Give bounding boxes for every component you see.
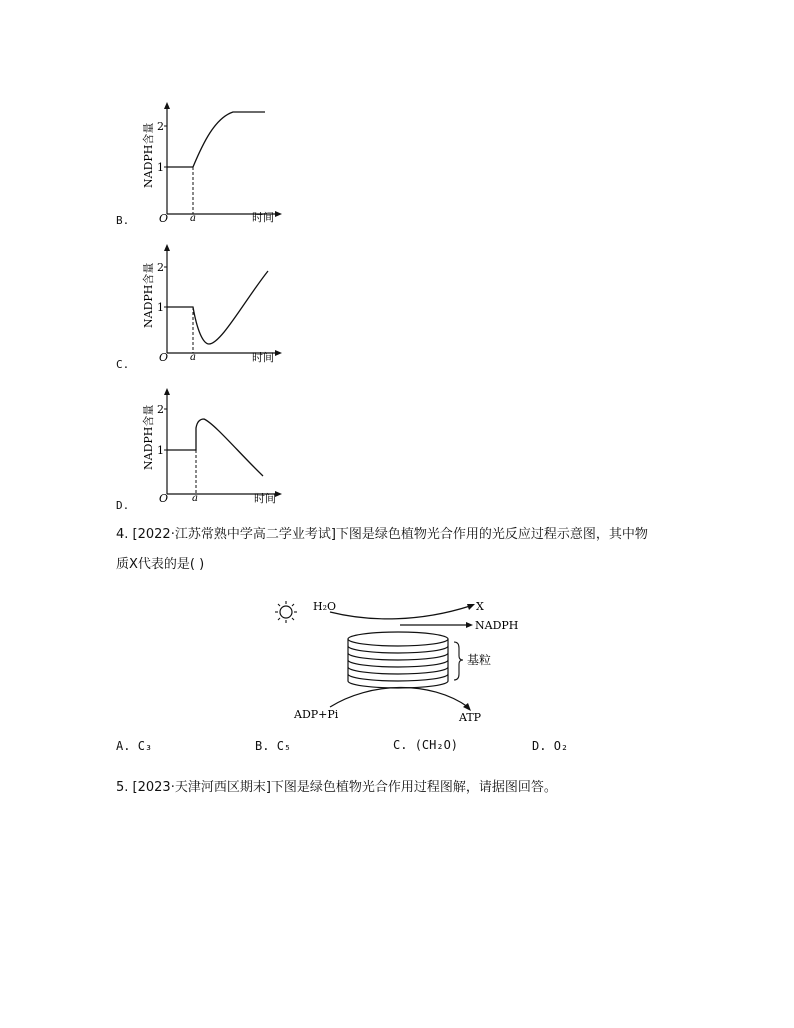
tick-label-2: 2 <box>157 261 164 274</box>
graph-c <box>135 240 295 370</box>
marker-a: a <box>190 213 196 224</box>
choice-c-label: C. <box>393 738 408 752</box>
adp-label: ADP+Pi <box>294 708 339 721</box>
choice-d-value: O₂ <box>553 739 569 753</box>
water-label: H₂O <box>313 600 337 613</box>
question-5-text: 5. [2023·天津河西区期末]下图是绿色植物光合作用过程图解，请据图回答。 <box>116 780 557 795</box>
grana-label: 基粒 <box>467 653 492 667</box>
water-arrowhead <box>467 604 475 610</box>
option-label-b: B. <box>116 214 130 227</box>
option-label-c: C. <box>116 358 130 371</box>
choice-b-value: C₅ <box>276 739 292 753</box>
tick-label-1: 1 <box>157 444 164 457</box>
y-axis-arrow <box>164 244 170 251</box>
origin-label: O <box>159 492 169 505</box>
x-label: X <box>476 600 484 613</box>
choice-b-label: B. <box>255 739 270 753</box>
x-axis-label: 时间 <box>252 211 274 224</box>
x-axis-label: 时间 <box>252 351 274 364</box>
nadph-label: NADPH <box>475 619 519 632</box>
tick-label-1: 1 <box>157 161 164 174</box>
sun-icon <box>275 601 297 623</box>
choice-a-label: A. <box>116 739 131 753</box>
origin-label: O <box>159 212 169 225</box>
choice-c-value: (CH₂O) <box>414 738 459 752</box>
choice-a[interactable] <box>116 739 152 753</box>
tick-label-2: 2 <box>157 403 164 416</box>
graph-d <box>135 384 295 514</box>
graph-b <box>135 98 295 228</box>
choice-d-label: D. <box>532 739 547 753</box>
y-axis-label: NADPH含量 <box>142 404 155 470</box>
light-reaction-diagram <box>270 592 530 727</box>
choice-c[interactable] <box>393 738 458 752</box>
tick-label-2: 2 <box>157 120 164 133</box>
atp-arrow <box>330 687 468 707</box>
choice-d[interactable] <box>532 739 568 753</box>
x-axis-label: 时间 <box>254 492 276 505</box>
nadph-curve <box>167 112 265 167</box>
nadph-arrowhead <box>466 622 473 628</box>
nadph-curve <box>167 271 268 344</box>
origin-label: O <box>159 351 169 364</box>
x-axis-arrow <box>275 211 282 217</box>
y-axis-label: NADPH含量 <box>142 262 155 328</box>
option-label-d: D. <box>116 499 130 512</box>
question-4-line-2: 质X代表的是( ) <box>116 557 205 572</box>
question-4-line-1: 4. [2022·江苏常熟中学高二学业考试]下图是绿色植物光合作用的光反应过程示意图，其中物 <box>116 527 648 542</box>
y-axis-label: NADPH含量 <box>142 122 155 188</box>
nadph-curve <box>167 419 263 476</box>
choice-b[interactable] <box>255 739 291 753</box>
grana-brace <box>454 642 463 680</box>
grana-stack <box>348 632 448 688</box>
y-axis-arrow <box>164 102 170 109</box>
x-axis-arrow <box>275 350 282 356</box>
tick-label-1: 1 <box>157 301 164 314</box>
y-axis-arrow <box>164 388 170 395</box>
water-arrow <box>330 606 470 619</box>
marker-a: a <box>192 493 198 504</box>
x-axis-arrow <box>275 491 282 497</box>
choice-a-value: C₃ <box>137 739 153 753</box>
atp-label: ATP <box>459 711 482 724</box>
marker-a: a <box>190 352 196 363</box>
